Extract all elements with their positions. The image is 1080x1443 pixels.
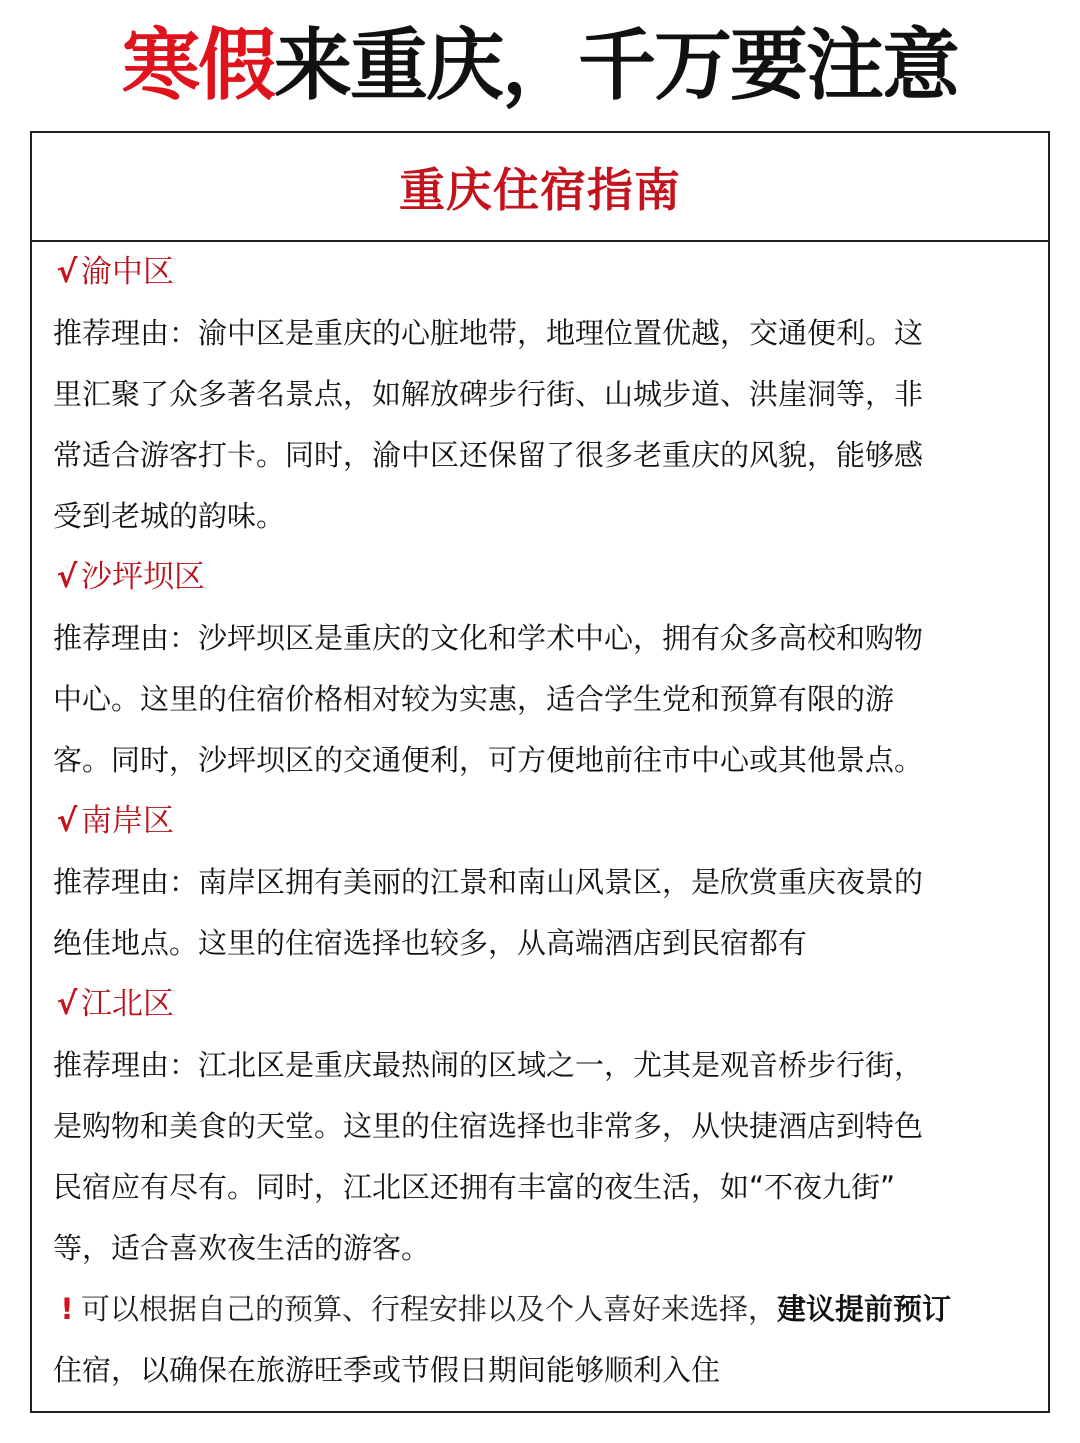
guide-header (32, 133, 1048, 242)
note-line-2: 住宿，以确保在旅游旺季或节假日期间能够顺利入住 (53, 1353, 721, 1387)
body-line: 民宿应有尽有。同时，江北区还拥有丰富的夜生活，如“不夜九街” (53, 1170, 896, 1204)
section-heading (53, 791, 1048, 852)
section-heading-text: 江北区 (81, 986, 174, 1022)
body-line: 推荐理由：南岸区拥有美丽的江景和南山风景区，是欣赏重庆夜景的 (53, 865, 924, 899)
check-icon: √ (56, 803, 78, 839)
guide-content (32, 242, 1048, 1401)
body-line: 客。同时，沙坪坝区的交通便利，可方便地前往市中心或其他景点。 (53, 743, 924, 777)
page-title (0, 18, 1080, 114)
note-text: 可以根据自己的预算、行程安排以及个人喜好来选择， (81, 1292, 778, 1326)
check-icon: √ (56, 559, 78, 595)
body-line: 等，适合喜欢夜生活的游客。 (53, 1231, 431, 1265)
note-emphasis: 建议提前预订 (777, 1292, 952, 1326)
section-heading (53, 974, 1048, 1035)
body-line: 推荐理由：江北区是重庆最热闹的区域之一，尤其是观音桥步行街， (53, 1048, 924, 1082)
guide-subtitle: 重庆住宿指南 (399, 162, 681, 217)
section-heading-text: 渝中区 (81, 254, 174, 290)
section-heading-text: 沙坪坝区 (81, 559, 205, 595)
section-heading (53, 547, 1048, 608)
exclamation-icon: ! (60, 1292, 74, 1326)
body-line: 推荐理由：沙坪坝区是重庆的文化和学术中心，拥有众多高校和购物 (53, 621, 924, 655)
check-icon: √ (56, 986, 78, 1022)
section-shapingba (53, 547, 1048, 791)
title-rest: 来重庆，千万要注意 (274, 20, 959, 111)
section-jiangbei (53, 974, 1048, 1279)
section-heading (53, 242, 1048, 303)
note (53, 1279, 1048, 1401)
check-icon: √ (56, 254, 78, 290)
body-line: 中心。这里的住宿价格相对较为实惠，适合学生党和预算有限的游 (53, 682, 895, 716)
body-line: 常适合游客打卡。同时，渝中区还保留了很多老重庆的风貌，能够感 (53, 438, 924, 472)
note-line (53, 1279, 1048, 1340)
body-line: 推荐理由：渝中区是重庆的心脏地带，地理位置优越，交通便利。这 (53, 316, 924, 350)
guide-box (30, 131, 1050, 1413)
body-line: 绝佳地点。这里的住宿选择也较多，从高端酒店到民宿都有 (53, 926, 808, 960)
body-line: 里汇聚了众多著名景点，如解放碑步行街、山城步道、洪崖洞等，非 (53, 377, 924, 411)
section-nanan (53, 791, 1048, 974)
section-heading-text: 南岸区 (81, 803, 174, 839)
body-line: 受到老城的韵味。 (53, 499, 286, 533)
section-yuzhong (53, 242, 1048, 547)
body-line: 是购物和美食的天堂。这里的住宿选择也非常多，从快捷酒店到特色 (53, 1109, 924, 1143)
title-highlight: 寒假 (121, 20, 274, 111)
